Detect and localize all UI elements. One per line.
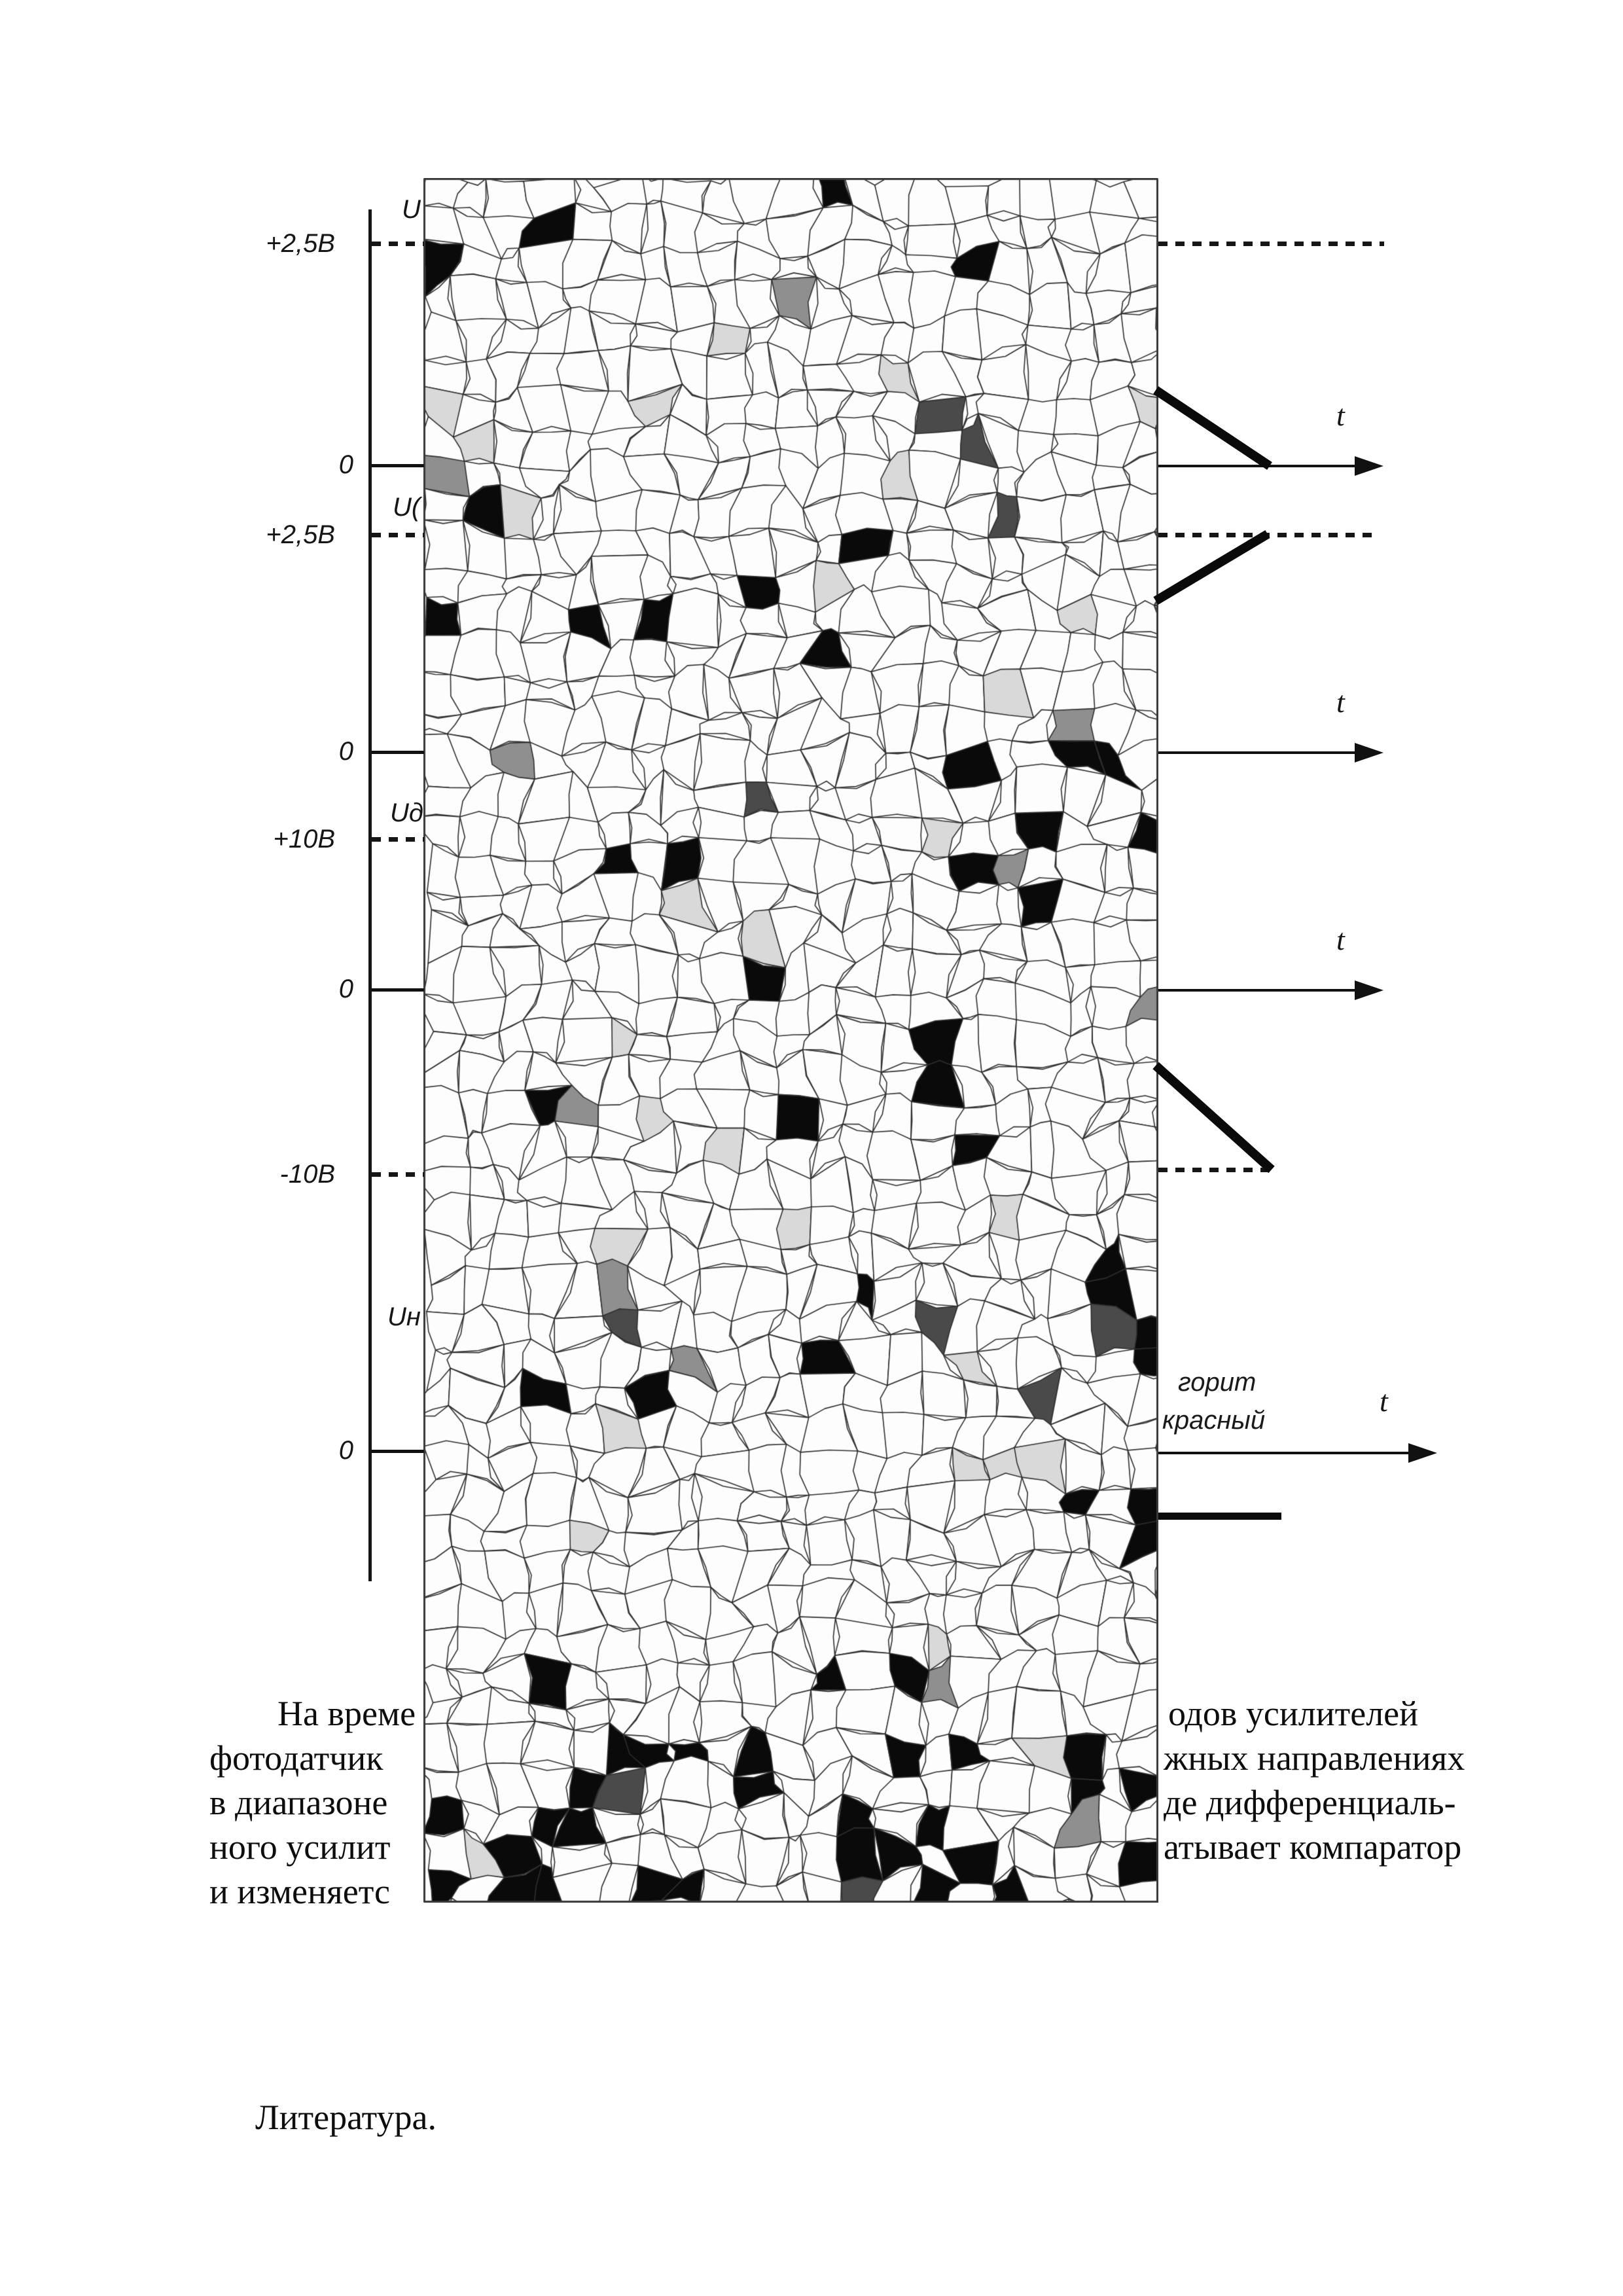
waveform2-axis-arrow-icon [1355,743,1383,762]
waveform3-ref-voltage: +10В [273,825,335,853]
paragraph-line3-right: де дифференциаль- [1164,1783,1456,1822]
paragraph-line1-left: На време [277,1694,416,1733]
waveform1-time-axis [1158,465,1356,467]
mosaic-censored-figure [423,178,1158,1903]
waveform3-axis-arrow-icon [1355,980,1383,1000]
waveform2-label: U( [393,493,421,522]
waveform2-zero-label: 0 [338,737,353,766]
waveform2-ref-dash-right [1158,533,1378,537]
waveform2-ref-voltage: +2,5В [266,520,335,549]
waveform1-time-label: t [1336,399,1345,432]
waveform2-time-axis [1158,751,1356,754]
waveform3-label: Uд [390,798,423,827]
waveform4-active-level-bar [1158,1513,1281,1520]
waveform3-neg-dash-left [372,1172,424,1177]
waveform1-zero-label: 0 [338,450,353,479]
waveform3-neg-dash-right [1158,1168,1275,1172]
waveform2-zero-stub [372,751,424,754]
waveform3-zero-stub [372,988,424,992]
waveform4-time-label: t [1380,1384,1388,1418]
waveform2-ref-dash-left [372,533,424,537]
waveform1-ref-dash-left [372,242,424,246]
waveform4-axis-arrow-icon [1408,1443,1437,1463]
paragraph-line3-left: в диапазоне [209,1783,388,1822]
paragraph-line4-left: ного усилит [209,1827,391,1867]
paragraph-line5-left: и изменяетс [209,1872,390,1911]
paragraph-line2-left: фотодатчик [209,1738,383,1778]
waveform3-time-axis [1158,989,1356,992]
waveform1-label: U [402,195,421,224]
waveform3-time-label: t [1336,923,1345,956]
waveform4-zero-label: 0 [338,1436,353,1465]
waveform4-zero-stub [372,1450,424,1453]
paragraph-line1-right: одов усилителей [1168,1694,1419,1733]
red-lit-annotation-line1: горит [1178,1368,1257,1397]
waveform4-time-axis [1158,1452,1410,1454]
waveform3-neg-voltage: -10В [279,1160,335,1189]
paragraph-line4-right: атывает компаратор [1164,1827,1462,1867]
waveform1-zero-stub [372,464,424,467]
red-lit-annotation-line2: красный [1162,1406,1266,1435]
waveform3-ref-dash-left [372,837,424,842]
waveform1-axis-arrow-icon [1355,456,1383,476]
waveform1-ref-voltage: +2,5В [266,229,335,258]
voltage-axis-line [368,209,372,1581]
paragraph-line2-right: жных направлениях [1164,1738,1465,1778]
waveform1-ref-dash-right [1158,242,1384,246]
literature-heading: Литература. [255,2098,437,2137]
waveform3-zero-label: 0 [338,975,353,1003]
waveform2-time-label: t [1336,685,1345,719]
waveform4-label: Uн [387,1302,421,1331]
